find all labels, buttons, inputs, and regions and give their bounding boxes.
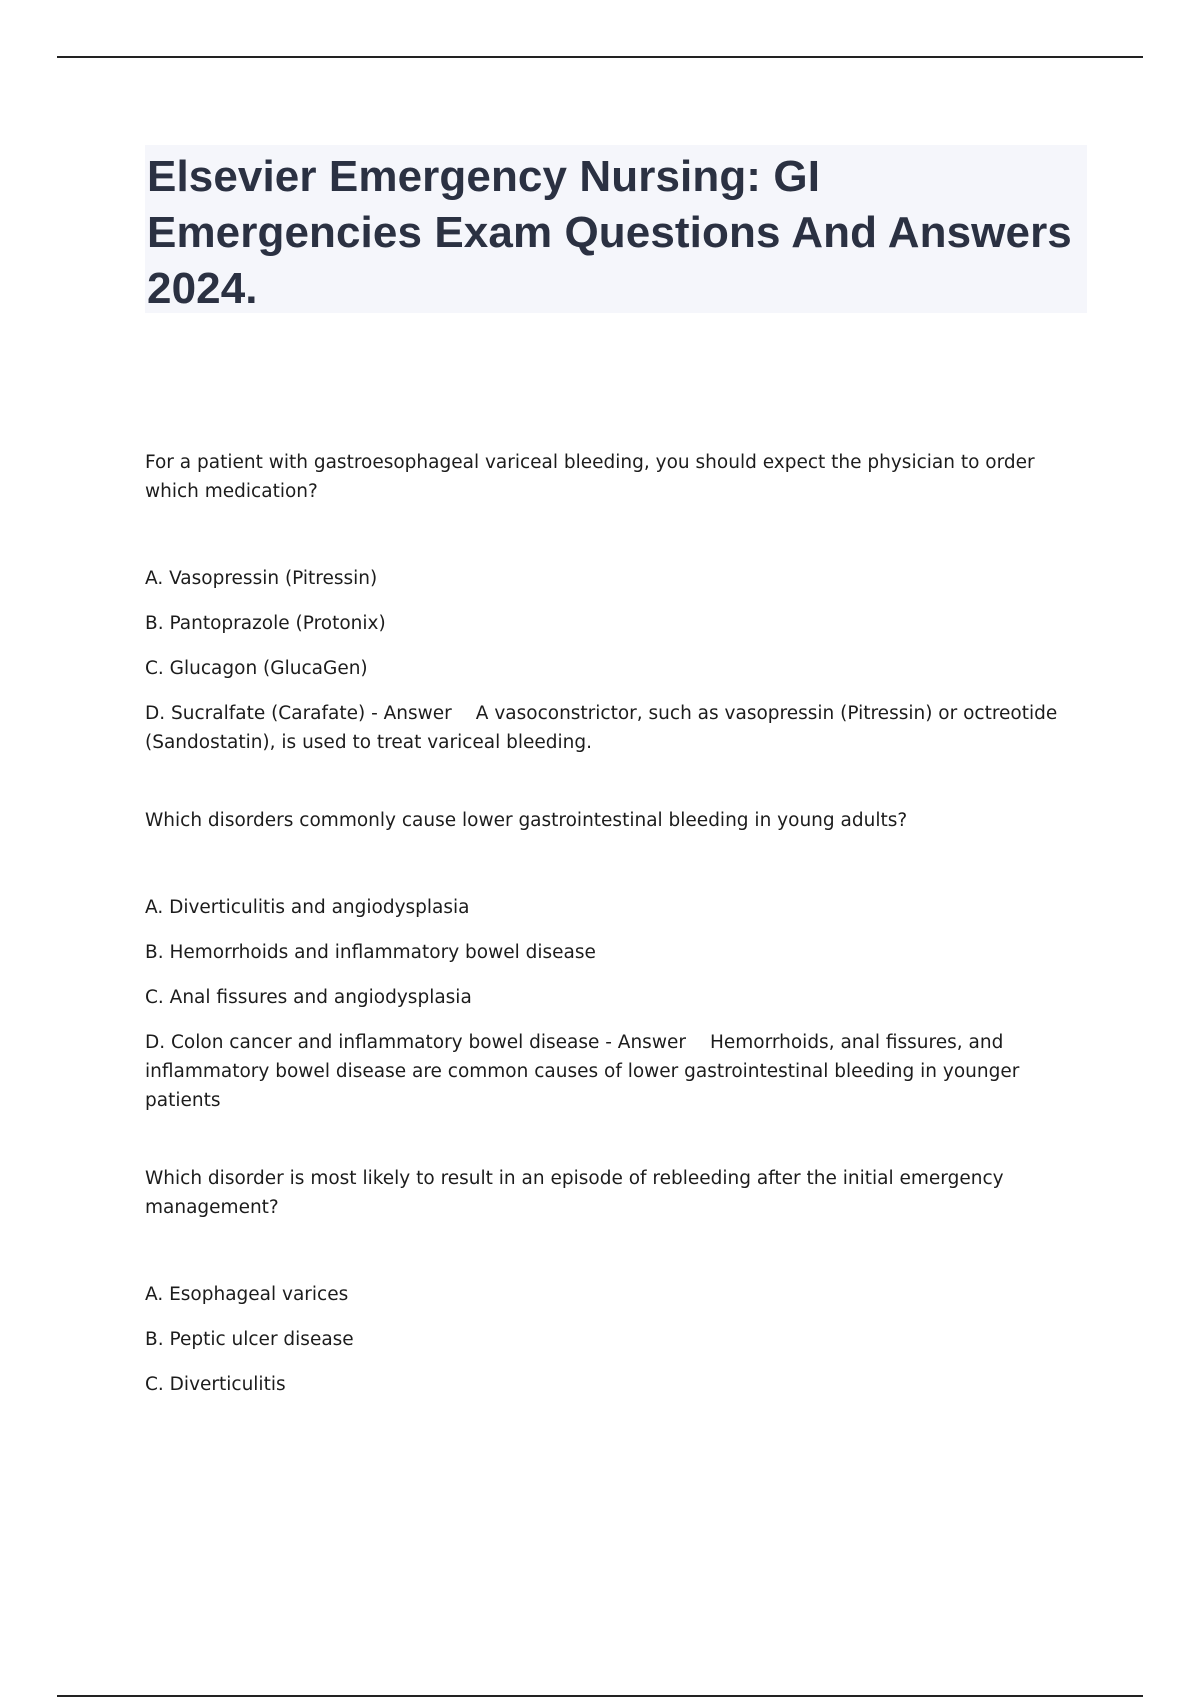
- option-item-with-answer: [145, 1028, 1090, 1115]
- option-item: B. Pantoprazole (Protonix): [145, 613, 386, 634]
- answer-explanation: Hemorrhoids, anal fissures, and inflammatory bowel disease are common causes of lower gastrointestinal bleeding in younger patients: [145, 1032, 1020, 1111]
- bottom-divider: [57, 1695, 1143, 1697]
- option-item: A. Vasopressin (Pitressin): [145, 568, 378, 589]
- question-block: [145, 448, 1090, 757]
- option-item: A. Diverticulitis and angiodysplasia: [145, 897, 470, 918]
- question-block: [145, 1164, 1090, 1399]
- last-option-label: D. Colon cancer and inflammatory bowel disease - Answer: [145, 1032, 686, 1053]
- option-list: [145, 893, 1090, 1115]
- option-item: C. Anal fissures and angiodysplasia: [145, 987, 472, 1008]
- option-list: [145, 1280, 1090, 1399]
- question-text: For a patient with gastroesophageal variceal bleeding, you should expect the physician to order which medication?: [145, 452, 1035, 502]
- question-block: [145, 806, 1090, 1115]
- last-option-label: D. Sucralfate (Carafate) - Answer: [145, 703, 452, 724]
- option-list: [145, 564, 1090, 757]
- questions-section: [145, 448, 1090, 1399]
- option-item: C. Diverticulitis: [145, 1374, 286, 1395]
- answer-explanation: A vasoconstrictor, such as vasopressin (Pitressin) or octreotide (Sandostatin), is used to treat variceal bleeding.: [145, 703, 1058, 753]
- document-title: Elsevier Emergency Nursing: GI Emergencies Exam Questions And Answers 2024.: [147, 152, 1072, 313]
- title-banner: [145, 145, 1087, 313]
- question-text: Which disorder is most likely to result in an episode of rebleeding after the initial emergency management?: [145, 1168, 1004, 1218]
- option-item: B. Peptic ulcer disease: [145, 1329, 354, 1350]
- option-item-with-answer: [145, 699, 1090, 757]
- option-item: B. Hemorrhoids and inflammatory bowel disease: [145, 942, 596, 963]
- top-divider: [57, 56, 1143, 58]
- option-item: C. Glucagon (GlucaGen): [145, 658, 368, 679]
- option-item: A. Esophageal varices: [145, 1284, 349, 1305]
- question-text: Which disorders commonly cause lower gastrointestinal bleeding in young adults?: [145, 810, 908, 831]
